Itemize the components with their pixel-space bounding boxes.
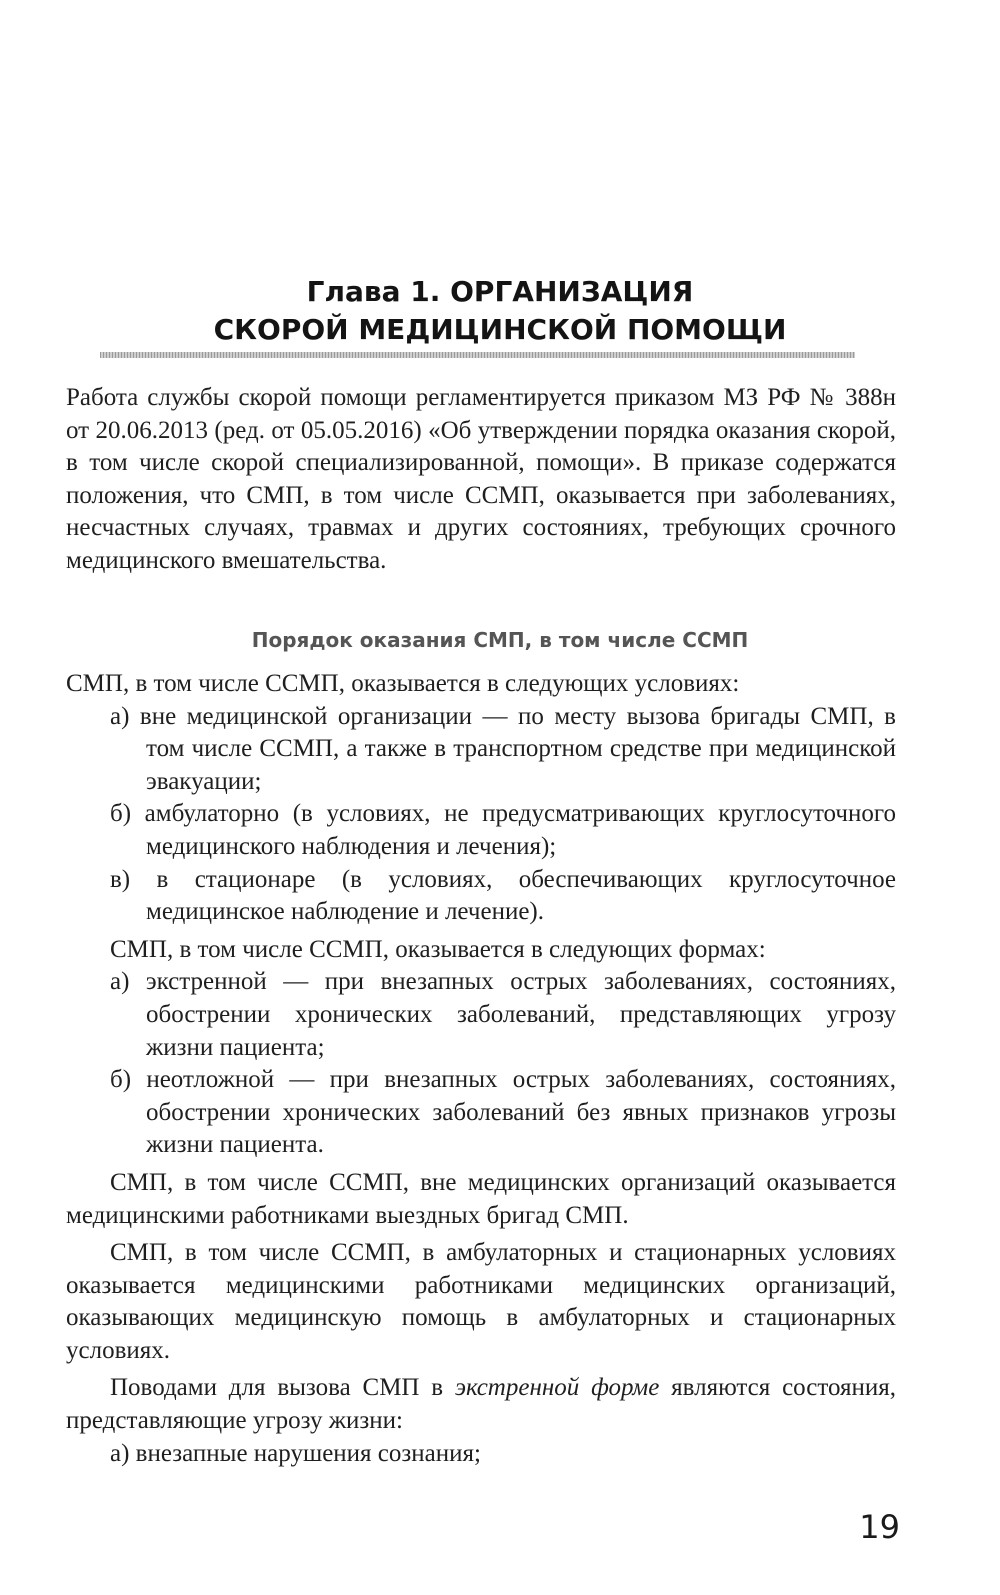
intro-paragraph: Работа службы скорой помощи регламентируется приказом МЗ РФ № 388н от 20.06.2013 (ред. от 05.05.2016) «Об утверждении порядка оказания скорой, в том числе скорой специализированной, помощи». В приказе содержатся положения, что СМП, в том числе ССМП, оказывается при заболеваниях, несчастных случаях, травмах и других состояниях, требующих срочного медицинского вмешательства.	[66, 384, 896, 574]
condition-item: б) амбулаторно (в условиях, не предусматривающих круглосуточного медицинского наблюдения и лечения);	[110, 800, 896, 860]
form-item: б) неотложной — при внезапных острых заболеваниях, состояниях, обострении хронических заболеваний без явных признаков угрозы жизни пациента.	[110, 1066, 896, 1159]
condition-item: в) в стационаре (в условиях, обеспечивающих круглосуточное медицинское наблюдение и лечение).	[110, 865, 896, 926]
chapter-title-line2: СКОРОЙ МЕДИЦИНСКОЙ ПОМОЩИ	[213, 313, 787, 346]
intro-block	[66, 382, 896, 578]
reason-item: а) внезапные нарушения сознания;	[110, 1439, 481, 1467]
title-divider	[100, 352, 855, 358]
reasons-suffix: являются состояния, представляющие угрозу жизни:	[66, 1374, 897, 1435]
paragraph-outside: СМП, в том числе ССМП, вне медицинских организаций оказывается медицинскими работниками выездных бригад СМП.	[66, 1168, 896, 1229]
reasons-paragraph	[66, 1372, 896, 1437]
form-item: а) экстренной — при внезапных острых заболеваниях, состояниях, обострении хронических заболеваний, представляющих угрозу жизни пациента;	[110, 968, 896, 1061]
reasons-prefix: Поводами для вызова СМП в	[110, 1374, 455, 1402]
condition-item: а) вне медицинской организации — по месту вызова бригады СМП, в том числе ССМП, а также в транспортном средстве при медицинской эвакуации;	[110, 702, 896, 795]
paragraph-inpatient: СМП, в том числе ССМП, в амбулаторных и стационарных условиях оказывается медицинскими работниками медицинских организаций, оказывающих медицинскую помощь в амбулаторных и стационарных условиях.	[66, 1239, 896, 1364]
reasons-emphasis: экстренной форме	[454, 1374, 660, 1402]
page-number: 19	[859, 1508, 900, 1546]
conditions-intro: СМП, в том числе ССМП, оказывается в следующих условиях:	[66, 670, 740, 697]
main-text	[66, 668, 896, 1470]
section-heading: Порядок оказания СМП, в том числе ССМП	[251, 628, 749, 652]
forms-intro: СМП, в том числе ССМП, оказывается в следующих формах:	[110, 935, 766, 963]
chapter-title-line1: Глава 1. ОРГАНИЗАЦИЯ	[306, 275, 694, 308]
